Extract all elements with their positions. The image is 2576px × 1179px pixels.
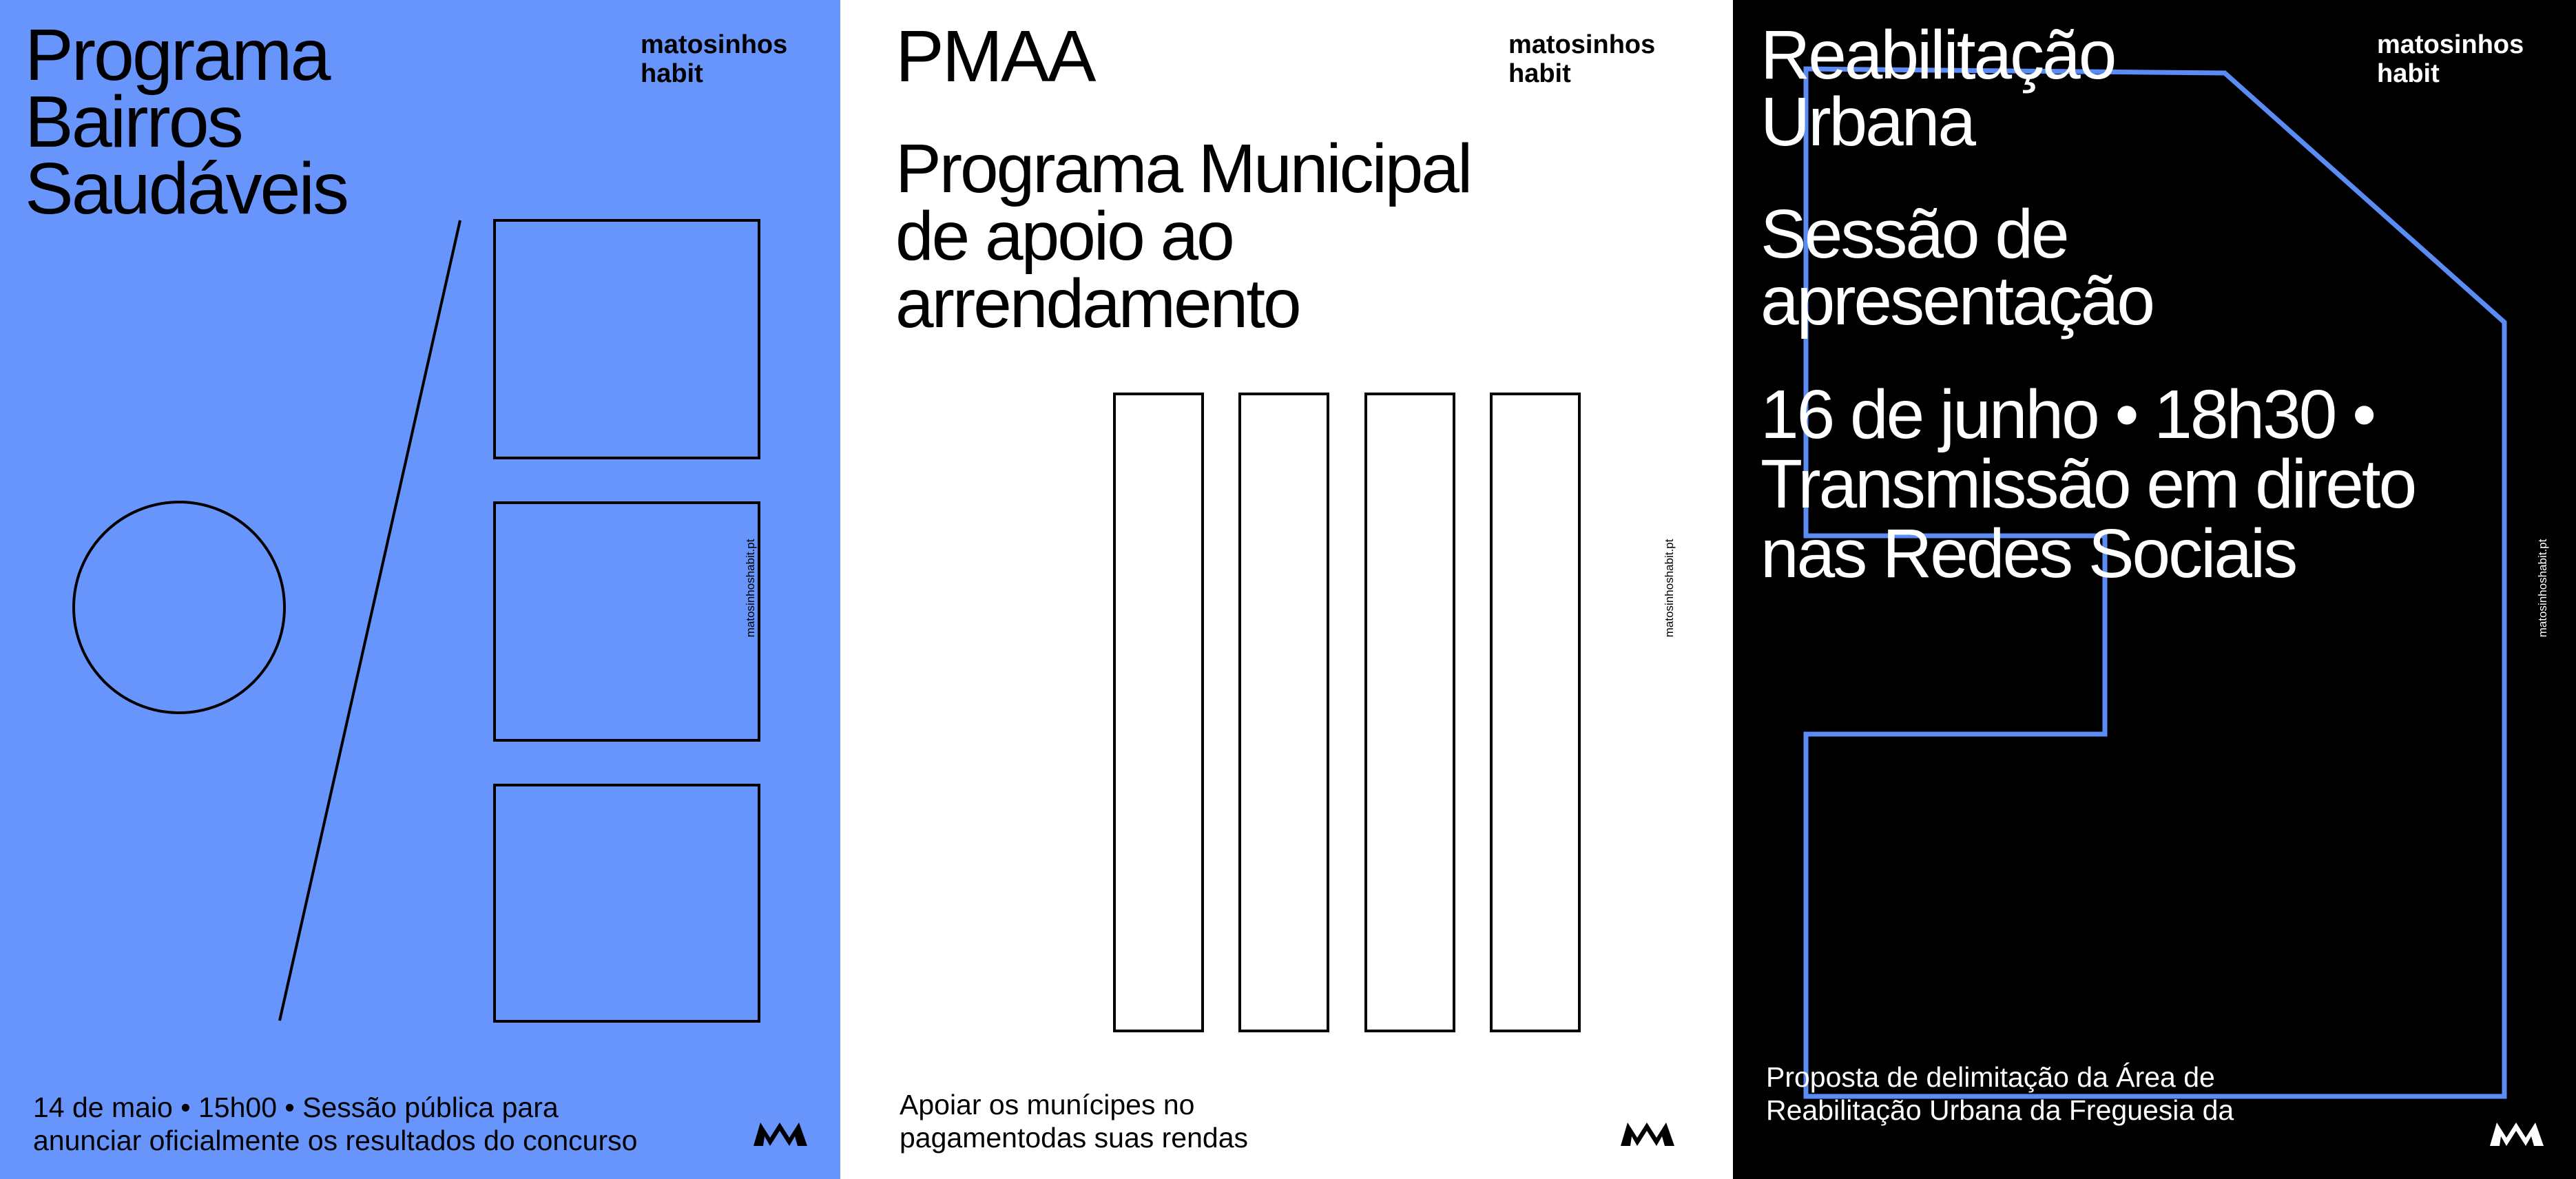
circle-shape <box>74 502 284 713</box>
mm-logo-icon <box>1621 1123 1674 1146</box>
brand-wordmark: matosinhos habit <box>2377 30 2524 88</box>
poster-footer: Proposta de delimitação da Área de Reabilitação Urbana da Freguesia da <box>1766 1061 2234 1126</box>
title-line: Programa <box>25 14 329 96</box>
poster-bairros-saudaveis <box>0 0 840 1179</box>
brand-wordmark: matosinhos habit <box>641 30 788 88</box>
website-url: matosinhoshabit.pt <box>1663 539 1676 638</box>
poster-subtitle: Sessão de apresentação <box>1760 196 2154 340</box>
bar-shape-3 <box>1366 394 1454 1031</box>
title-line: Saudáveis <box>25 148 348 229</box>
brand-wordmark: matosinhos habit <box>1508 30 1656 88</box>
poster-title <box>25 14 348 229</box>
poster-title: Reabilitação Urbana <box>1760 17 2115 160</box>
bar-shape-2 <box>1240 394 1328 1031</box>
bar-shape-4 <box>1491 394 1579 1031</box>
poster-title: PMAA <box>895 16 1094 97</box>
poster-reabilitacao-urbana <box>1733 0 2576 1179</box>
diagonal-line <box>280 220 460 1021</box>
square-shape-1 <box>495 220 759 458</box>
poster-footer: 14 de maio • 15h00 • Sessão pública para anunciar oficialmente os resultados do concurso <box>33 1092 638 1156</box>
poster-subtitle: Programa Municipal de apoio ao arrendamento <box>895 130 1471 342</box>
title-line: Bairros <box>25 81 242 163</box>
event-info: 16 de junho • 18h30 • Transmissão em direto nas Redes Sociais <box>1760 376 2416 592</box>
poster-pmaa <box>840 0 1733 1179</box>
square-shape-2 <box>495 503 759 740</box>
website-url: matosinhoshabit.pt <box>2536 539 2549 638</box>
website-url: matosinhoshabit.pt <box>744 539 757 638</box>
poster-footer: Apoiar os munícipes no pagamentodas suas rendas <box>900 1089 1249 1154</box>
bar-shape-1 <box>1114 394 1203 1031</box>
square-shape-3 <box>495 785 759 1021</box>
mm-logo-icon <box>2490 1123 2544 1146</box>
mm-logo-icon <box>754 1123 807 1146</box>
